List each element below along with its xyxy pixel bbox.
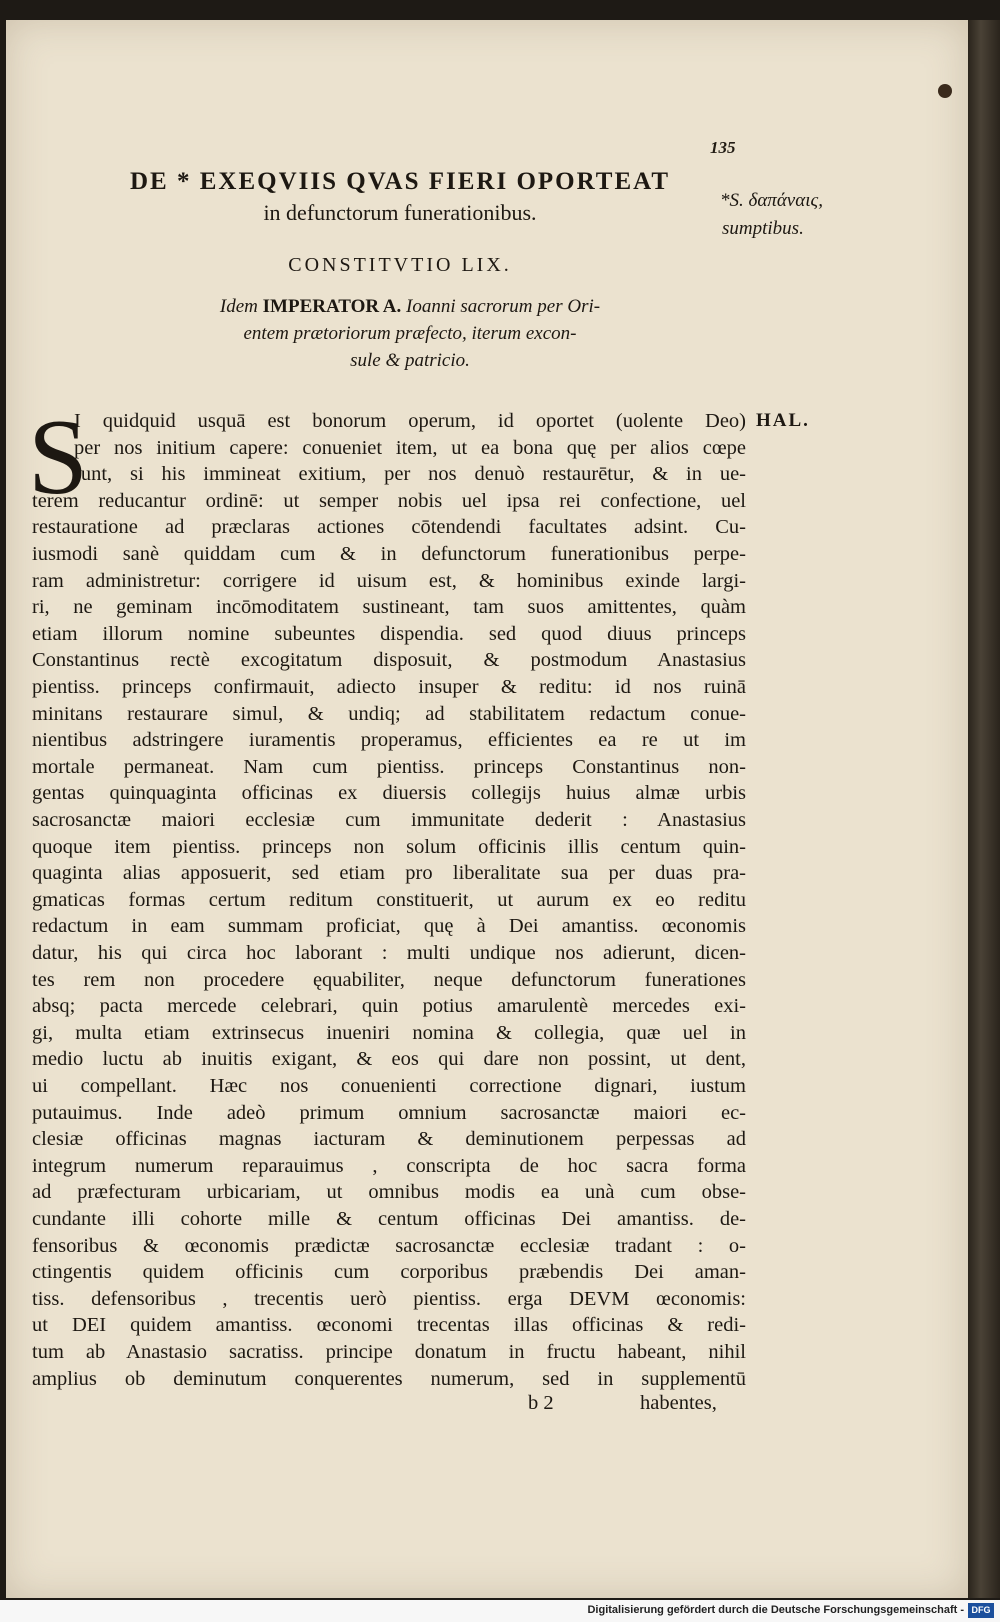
paper-hole	[938, 84, 952, 98]
address-imperator: IMPERATOR A.	[262, 296, 407, 317]
body-line: Constantinus rectè excogitatum disposuit, & postmodum Anastasius	[32, 649, 746, 672]
body-line: tiss. defensoribus , trecentis uerò pientiss. erga DEVM œconomis:	[32, 1287, 746, 1310]
margin-note-latin: sumptibus.	[722, 218, 804, 239]
body-line: ad præfecturam urbicariam, ut omnibus modis ea unà cum obse-	[32, 1181, 746, 1204]
body-line: clesiæ officinas magnas iacturam & deminutionem perpessas ad	[32, 1128, 746, 1151]
address-line-3: sule & patricio.	[350, 350, 470, 371]
body-line: gmaticas formas certum reditum constituerit, ut aurum ex eo reditu	[32, 888, 746, 911]
drop-cap: S	[28, 398, 89, 517]
body-line: absq; pacta mercede celebrari, quin potius amarulentè mercedes exi-	[32, 995, 746, 1018]
body-line: ctingentis quidem officinis cum corporibus præbendis Dei aman-	[32, 1261, 746, 1284]
constitution-heading: CONSTITVTIO LIX.	[288, 254, 512, 276]
body-line: etiam illorum nomine subeuntes dispendia. sed quod diuus princeps	[32, 622, 746, 645]
body-line: gentas quinquaginta officinas ex diuersis collegijs huius almæ urbis	[32, 782, 746, 805]
body-line: ram administretur: corrigere id uisum est, & hominibus exinde largi-	[32, 569, 746, 592]
body-line: sacrosanctæ maiori ecclesiæ cum immunitate dederit : Anastasius	[32, 809, 746, 831]
address-recipient: Ioanni sacrorum per Ori-	[406, 296, 601, 317]
body-line: runt, si his immineat exitium, per nos denuò restaurētur, & in ue-	[74, 463, 746, 486]
body-line: restauratione ad præclaras actiones cōtendendi facultates adsint. Cu-	[32, 516, 746, 539]
funding-notice: Digitalisierung gefördert durch die Deutsche Forschungsgemeinschaft -	[587, 1604, 964, 1616]
address-line-1	[130, 296, 690, 318]
body-line: minitans restaurare simul, & undiq; ad stabilitatem redactum conue-	[32, 702, 746, 725]
title-line-2: in defunctorum funerationibus.	[263, 200, 537, 225]
catchword: habentes,	[640, 1392, 717, 1414]
body-line: per nos initium capere: conueniet item, ut ea bona quę per alios cœpe	[74, 436, 746, 459]
body-line: I quidquid usquā est bonorum operum, id oportet (uolente Deo)	[74, 410, 746, 432]
body-line: tum ab Anastasio sacratiss. principe donatum in fructu habeant, nihil	[32, 1341, 746, 1363]
body-line: integrum numerum reparauimus , conscripta de hoc sacra forma	[32, 1154, 746, 1177]
body-line: medio luctu ab inuitis exigant, & eos qui dare non possint, ut dent,	[32, 1048, 746, 1071]
body-line: cundante illi cohorte mille & centum officinas Dei amantiss. de-	[32, 1208, 746, 1230]
body-line: fensoribus & œconomis prædictæ sacrosanctæ ecclesiæ tradant : o-	[32, 1234, 746, 1257]
margin-note-hal: HAL.	[756, 410, 810, 431]
body-line: datur, his qui circa hoc laborant : multi undique nos adierunt, dicen-	[32, 942, 746, 964]
body-line: terem reducantur ordinē: ut semper nobis uel ipsa rei confectione, uel	[32, 489, 746, 512]
body-line: pientiss. princeps confirmauit, adiecto insuper & reditu: id nos ruinā	[32, 676, 746, 698]
body-line: redactum in eam summam proficiat, quę à Dei amantiss. œconomis	[32, 915, 746, 938]
body-line: tes rem non procedere ęquabiliter, neque defunctorum funerationes	[32, 968, 746, 991]
body-line: quaginta alias apposuerit, sed etiam pro liberalitate sua per duas pra-	[32, 862, 746, 885]
body-line: nientibus adstringere iuramentis properamus, efficientes ea re ut im	[32, 729, 746, 752]
body-line: ui compellant. Hæc nos conuenienti correctione dignari, iustum	[32, 1075, 746, 1097]
body-line: mortale permaneat. Nam cum pientiss. princeps Constantinus non-	[32, 755, 746, 778]
book-edge	[968, 20, 1000, 1598]
address-idem: Idem	[219, 296, 263, 317]
body-line: quoque item pientiss. princeps non solum officinis illis centum quin-	[32, 835, 746, 858]
body-line: ri, ne geminam incōmoditatem sustineant, tam suos amittentes, quàm	[32, 596, 746, 619]
body-line: amplius ob deminutum conquerentes numerum, sed in supplementū	[32, 1367, 746, 1390]
title-line-1: DE * EXEQVIIS QVAS FIERI OPORTEAT	[130, 168, 670, 195]
body-line: ut DEI quidem amantiss. œconomi trecentas illas officinas & redi-	[32, 1314, 746, 1337]
margin-note-greek: *S. δαπάναις,	[720, 190, 823, 211]
body-line: putauimus. Inde adeò primum omnium sacrosanctæ maiori ec-	[32, 1101, 746, 1124]
page-number: 135	[710, 138, 736, 157]
dfg-logo: DFG	[968, 1603, 994, 1618]
body-line: gi, multa etiam extrinsecus inueniri nomina & collegia, quæ uel in	[32, 1021, 746, 1044]
signature-mark: b 2	[528, 1392, 554, 1414]
address-line-2: entem prætoriorum præfecto, iterum excon-	[243, 323, 577, 344]
body-line: iusmodi sanè quiddam cum & in defunctorum funerationibus perpe-	[32, 543, 746, 565]
